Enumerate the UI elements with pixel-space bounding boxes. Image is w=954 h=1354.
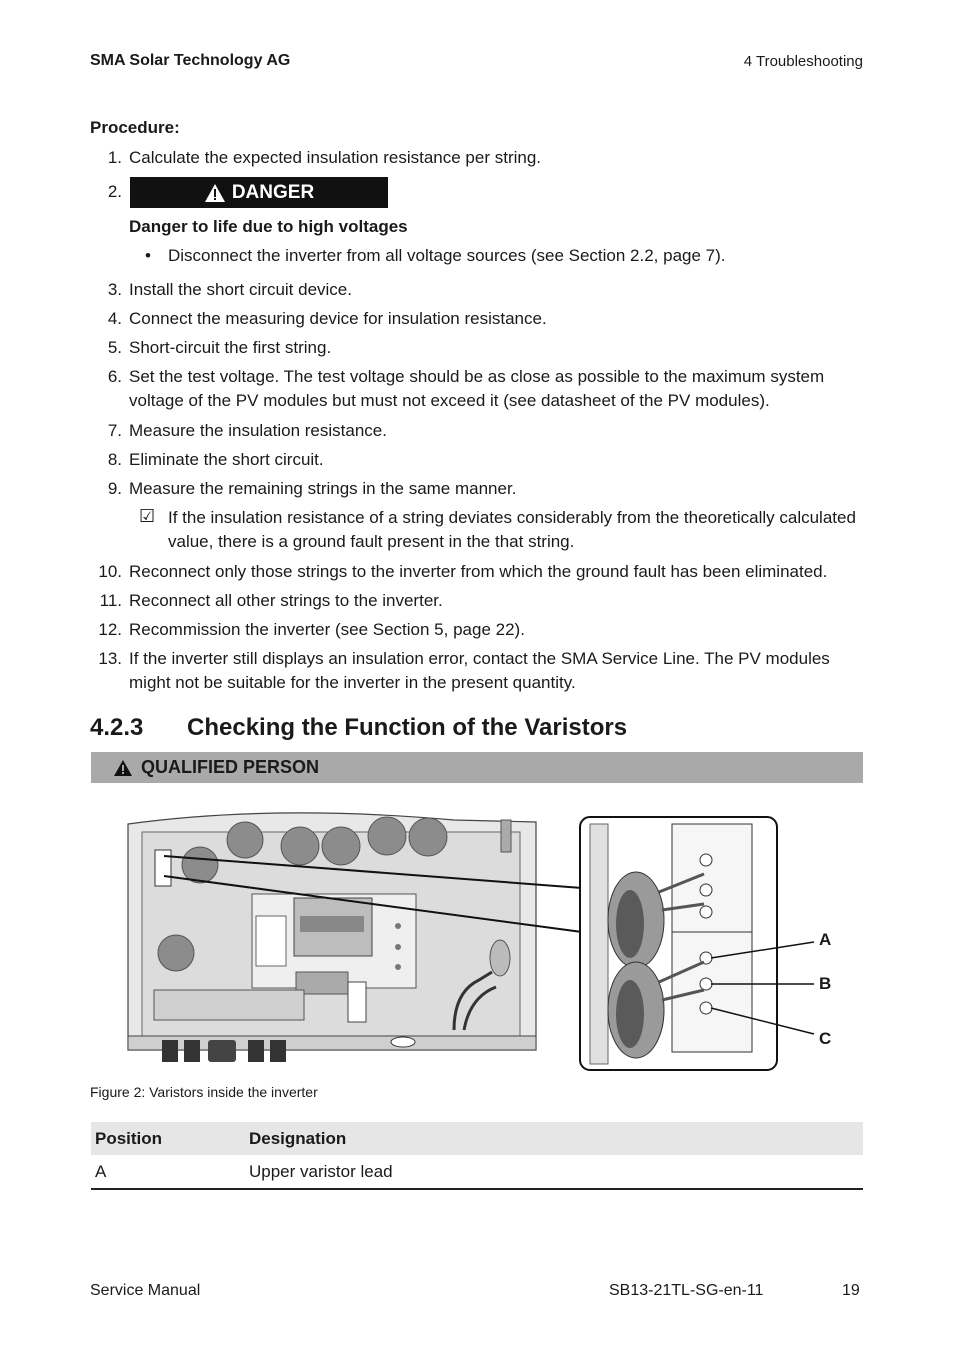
table-row xyxy=(91,1155,863,1190)
danger-instruction: Disconnect the inverter from all voltage sources (see Section 2.2, page 7). xyxy=(168,246,726,265)
bullet-dot: • xyxy=(145,246,151,265)
section-number: 4.2.3 xyxy=(90,714,144,741)
cell-designation: Upper varistor lead xyxy=(249,1162,393,1181)
danger-banner xyxy=(130,177,388,208)
step-number: 5. xyxy=(107,338,122,357)
page-number: 19 xyxy=(842,1282,860,1299)
header-company: SMA Solar Technology AG xyxy=(90,52,291,69)
step-text: Measure the remaining strings in the same manner. xyxy=(129,479,517,498)
step-number: 6. xyxy=(107,367,122,386)
label-c: C xyxy=(819,1029,832,1048)
header-designation: Designation xyxy=(249,1129,347,1148)
qualified-person-label: QUALIFIED PERSON xyxy=(141,757,320,777)
step-number: 7. xyxy=(107,421,122,440)
qualified-person-banner xyxy=(91,752,863,783)
step-number: 10. xyxy=(98,562,122,581)
step-text: Reconnect only those strings to the inverter from which the ground fault has been eliminated. xyxy=(129,562,828,581)
section-title: Checking the Function of the Varistors xyxy=(187,714,628,741)
step-number: 11. xyxy=(99,591,122,610)
varistor-figure xyxy=(124,812,844,1074)
step-number: 9. xyxy=(107,479,122,498)
step-text: If the inverter still displays an insulation error, contact the SMA Service Line. The PV modules might not be suitable for the inverter in the present quantity. xyxy=(129,649,830,692)
inverter-illustration xyxy=(128,813,536,1062)
position-table xyxy=(91,1122,863,1190)
step-number: 4. xyxy=(107,309,122,328)
step-text: Recommission the inverter (see Section 5, page 22). xyxy=(129,620,525,639)
footer-title: Service Manual xyxy=(90,1282,201,1299)
step-text: Measure the insulation resistance. xyxy=(129,421,387,440)
cell-position: A xyxy=(95,1162,107,1181)
step-number: 2. xyxy=(107,182,122,201)
label-a: A xyxy=(819,930,832,949)
figure-caption: Figure 2: Varistors inside the inverter xyxy=(90,1084,318,1100)
footer-doc-id: SB13-21TL-SG-en-11 xyxy=(609,1282,764,1299)
checkbox-checked-icon: ☑ xyxy=(139,506,156,526)
procedure-heading: Procedure: xyxy=(90,118,180,137)
step-text: Calculate the expected insulation resistance per string. xyxy=(129,148,542,167)
step-number: 12. xyxy=(98,620,122,639)
step-text: Eliminate the short circuit. xyxy=(129,450,324,469)
step-text: Install the short circuit device. xyxy=(129,280,352,299)
step-text: Reconnect all other strings to the inverter. xyxy=(129,591,443,610)
danger-title: Danger to life due to high voltages xyxy=(129,217,408,236)
warning-icon xyxy=(204,183,226,203)
check-result-text: If the insulation resistance of a string deviates considerably from the theoretically calculated value, there is a ground fault present in the that string. xyxy=(168,508,856,551)
step-number: 8. xyxy=(107,450,122,469)
step-text: Short-circuit the first string. xyxy=(129,338,332,357)
label-b: B xyxy=(819,974,832,993)
warning-icon xyxy=(113,759,133,777)
step-text: Set the test voltage. The test voltage should be as close as possible to the maximum system voltage of the PV modules but must not exceed it (see datasheet of the PV modules). xyxy=(129,367,825,410)
step-number: 3. xyxy=(107,280,122,299)
table-header xyxy=(91,1122,863,1155)
varistor-detail xyxy=(580,817,814,1070)
step-text: Connect the measuring device for insulation resistance. xyxy=(129,309,547,328)
step-number: 13. xyxy=(98,649,122,668)
header-chapter: 4 Troubleshooting xyxy=(743,53,863,70)
danger-label: DANGER xyxy=(231,181,315,203)
step-number: 1. xyxy=(107,148,122,167)
header-position: Position xyxy=(95,1129,163,1148)
